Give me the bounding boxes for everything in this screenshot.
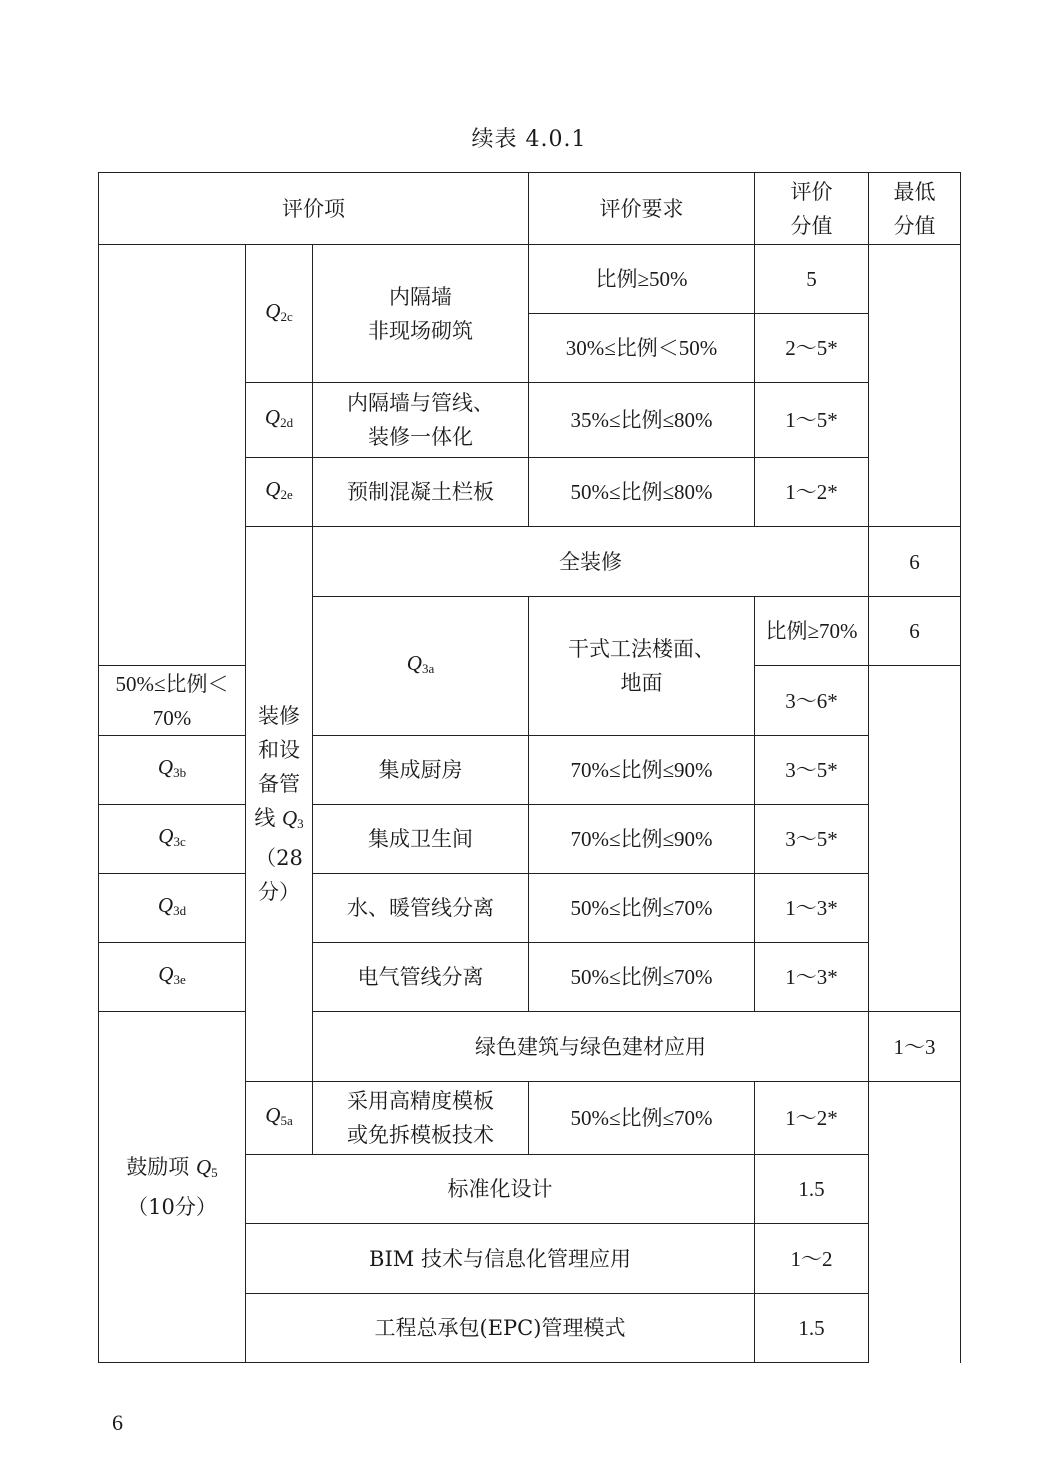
header-score: 评价 分值	[755, 173, 869, 245]
code-q3a: $Q_{3a}$	[313, 597, 529, 736]
label-q2c: 内隔墙 非现场砌筑	[313, 245, 529, 383]
score-q3e: 1～3*	[755, 943, 869, 1012]
page-number: 6	[112, 1410, 123, 1435]
req-q3b: 70%≤比例≤90%	[529, 736, 755, 805]
score-q2e: 1～2*	[755, 458, 869, 527]
table-row	[99, 1012, 961, 1082]
code-q2d: $Q_{2d}$	[246, 383, 313, 458]
header-min-score: 最低 分值	[869, 173, 961, 245]
score-bim: 1～2	[755, 1224, 869, 1294]
score-q3d: 1～3*	[755, 874, 869, 943]
code-q2e: $Q_{2e}$	[246, 458, 313, 527]
table-row	[99, 874, 961, 943]
label-standard: 标准化设计	[246, 1155, 755, 1224]
label-bim: BIM 技术与信息化管理应用	[246, 1224, 755, 1294]
code-q3b: $Q_{3b}$	[99, 736, 246, 805]
label-q3a: 干式工法楼面、 地面	[529, 597, 755, 736]
label-green: 绿色建筑与绿色建材应用	[313, 1012, 869, 1082]
req-q3a-2: 50%≤比例＜70%	[99, 666, 246, 736]
score-q2c-1: 5	[755, 245, 869, 314]
score-green: 1～3	[869, 1012, 961, 1082]
code-q3e: $Q_{3e}$	[99, 943, 246, 1012]
group-q3: 装修和设 备管线 $Q_3$ （28分）	[246, 527, 313, 1082]
score-q2c-2: 2～5*	[755, 314, 869, 383]
score-epc: 1.5	[755, 1294, 869, 1363]
score-q3a-1: 6	[869, 597, 961, 666]
label-q3e: 电气管线分离	[313, 943, 529, 1012]
label-q3c: 集成卫生间	[313, 805, 529, 874]
label-full-decoration: 全装修	[313, 527, 869, 597]
group-cell-q2	[99, 245, 246, 666]
table-header-row	[99, 173, 961, 245]
evaluation-table	[98, 172, 961, 1363]
req-q2c-2: 30%≤比例＜50%	[529, 314, 755, 383]
score-q3a-2: 3～6*	[755, 666, 869, 736]
score-q5a: 1～2*	[755, 1082, 869, 1155]
req-q3d: 50%≤比例≤70%	[529, 874, 755, 943]
table-title: 续表 4.0.1	[471, 127, 587, 152]
group-q5: 鼓励项 $Q_5$ （10分）	[99, 1012, 246, 1363]
code-q3d: $Q_{3d}$	[99, 874, 246, 943]
req-q2d: 35%≤比例≤80%	[529, 383, 755, 458]
label-epc: 工程总承包(EPC)管理模式	[246, 1294, 755, 1363]
label-q3d: 水、暖管线分离	[313, 874, 529, 943]
score-full-decoration: 6	[869, 527, 961, 597]
table-row	[99, 805, 961, 874]
header-requirement: 评价要求	[529, 173, 755, 245]
req-q5a: 50%≤比例≤70%	[529, 1082, 755, 1155]
req-q3c: 70%≤比例≤90%	[529, 805, 755, 874]
code-q5a: $Q_{5a}$	[246, 1082, 313, 1155]
table-row	[99, 736, 961, 805]
req-q3e: 50%≤比例≤70%	[529, 943, 755, 1012]
req-q3a-1: 比例≥70%	[755, 597, 869, 666]
label-q3b: 集成厨房	[313, 736, 529, 805]
code-q2c: $Q_{2c}$	[246, 245, 313, 383]
label-q5a: 采用高精度模板 或免拆模板技术	[313, 1082, 529, 1155]
min-score-blank	[869, 245, 961, 527]
score-q3c: 3～5*	[755, 805, 869, 874]
code-q3c: $Q_{3c}$	[99, 805, 246, 874]
score-standard: 1.5	[755, 1155, 869, 1224]
table-row	[99, 245, 961, 314]
score-q2d: 1～5*	[755, 383, 869, 458]
label-q2d: 内隔墙与管线、 装修一体化	[313, 383, 529, 458]
req-q2e: 50%≤比例≤80%	[529, 458, 755, 527]
req-q2c-1: 比例≥50%	[529, 245, 755, 314]
label-q2e: 预制混凝土栏板	[313, 458, 529, 527]
table-row	[99, 943, 961, 1012]
score-q3b: 3～5*	[755, 736, 869, 805]
header-item: 评价项	[99, 173, 529, 245]
